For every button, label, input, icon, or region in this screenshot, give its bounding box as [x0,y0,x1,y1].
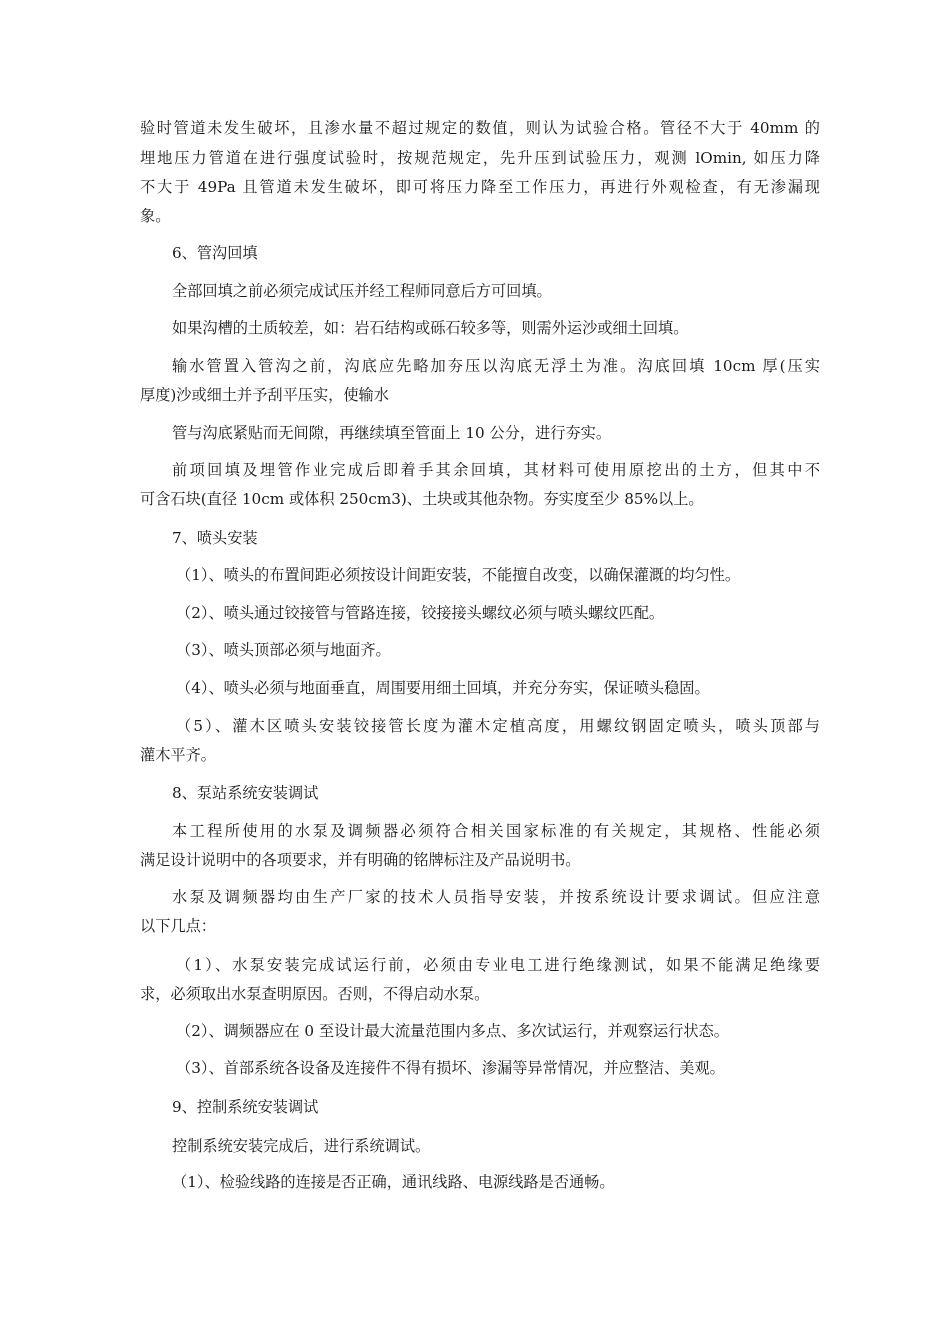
paragraph-line: 可含石块(直径 10cm 或体积 250cm3)、土块或其他杂物。夯实度至少 85%以上。 [140,490,704,508]
paragraph-line: 全部回填之前必须完成试压并经工程师同意后方可回填。 [172,282,552,300]
list-item: （2）、喷头通过铰接管与管路连接，铰接接头螺纹必须与喷头螺纹匹配。 [176,604,665,622]
list-item: （5）、灌木区喷头安装铰接管长度为灌木定植高度，用螺纹钢固定喷头，喷头顶部与 [176,717,820,735]
paragraph-line: 满足设计说明中的各项要求，并有明确的铭牌标注及产品说明书。 [140,851,581,869]
list-item: 求，必须取出水泵查明原因。否则，不得启动水泵。 [140,985,490,1003]
section-heading: 8、泵站系统安装调试 [172,784,319,802]
list-item: （3）、喷头顶部必须与地面齐。 [176,641,391,659]
paragraph-line: 前项回填及埋管作业完成后即着手其余回填，其材料可使用原挖出的土方，但其中不 [172,461,820,479]
paragraph-line: 以下几点： [140,917,216,935]
paragraph-line: 管与沟底紧贴而无间隙，再继续填至管面上 10 公分，进行夯实。 [172,424,612,442]
paragraph-line: 厚度)沙或细土并予刮平压实，使输水 [140,386,389,404]
list-item: （4）、喷头必须与地面垂直，周围要用细土回填，并充分夯实，保证喷头稳固。 [176,679,710,697]
list-item: （1）、检验线路的连接是否正确，通讯线路、电源线路是否通畅。 [172,1173,615,1191]
list-item: （3）、首部系统各设备及连接件不得有损坏、渗漏等异常情况，并应整洁、美观。 [176,1059,725,1077]
list-item: （1）、喷头的布置间距必须按设计间距安装，不能擅自改变，以确保灌溉的均匀性。 [176,566,741,584]
paragraph-line: 本工程所使用的水泵及调频器必须符合相关国家标准的有关规定，其规格、性能必须 [172,822,820,840]
paragraph-line: 不大于 49Pa 且管道未发生破坏，即可将压力降至工作压力，再进行外观检查，有无渗漏现 [140,178,820,196]
paragraph-line: 控制系统安装完成后，进行系统调试。 [172,1137,431,1155]
paragraph-line: 输水管置入管沟之前，沟底应先略加夯压以沟底无浮土为准。沟底回填 10cm 厚(压实 [172,357,820,375]
list-item: （1）、水泵安装完成试运行前，必须由专业电工进行绝缘测试，如果不能满足绝缘要 [176,956,820,974]
list-item: （2）、调频器应在 0 至设计最大流量范围内多点、多次试运行，并观察运行状态。 [176,1022,729,1040]
paragraph-line: 如果沟槽的土质较差，如：岩石结构或砾石较多等，则需外运沙或细土回填。 [172,319,689,337]
list-item: 灌木平齐。 [140,746,216,764]
paragraph-line: 象。 [140,207,171,225]
paragraph-line: 水泵及调频器均由生产厂家的技术人员指导安装，并按系统设计要求调试。但应注意 [172,888,820,906]
paragraph-line: 埋地压力管道在进行强度试验时，按规范规定，先升压到试验压力，观测 lOmin, 如压力降 [140,149,820,167]
paragraph-line: 验时管道未发生破坏，且渗水量不超过规定的数值，则认为试验合格。管径不大于 40mm 的 [140,119,820,137]
section-heading: 7、喷头安装 [172,529,258,547]
section-heading: 9、控制系统安装调试 [172,1098,319,1116]
section-heading: 6、管沟回填 [172,244,258,262]
